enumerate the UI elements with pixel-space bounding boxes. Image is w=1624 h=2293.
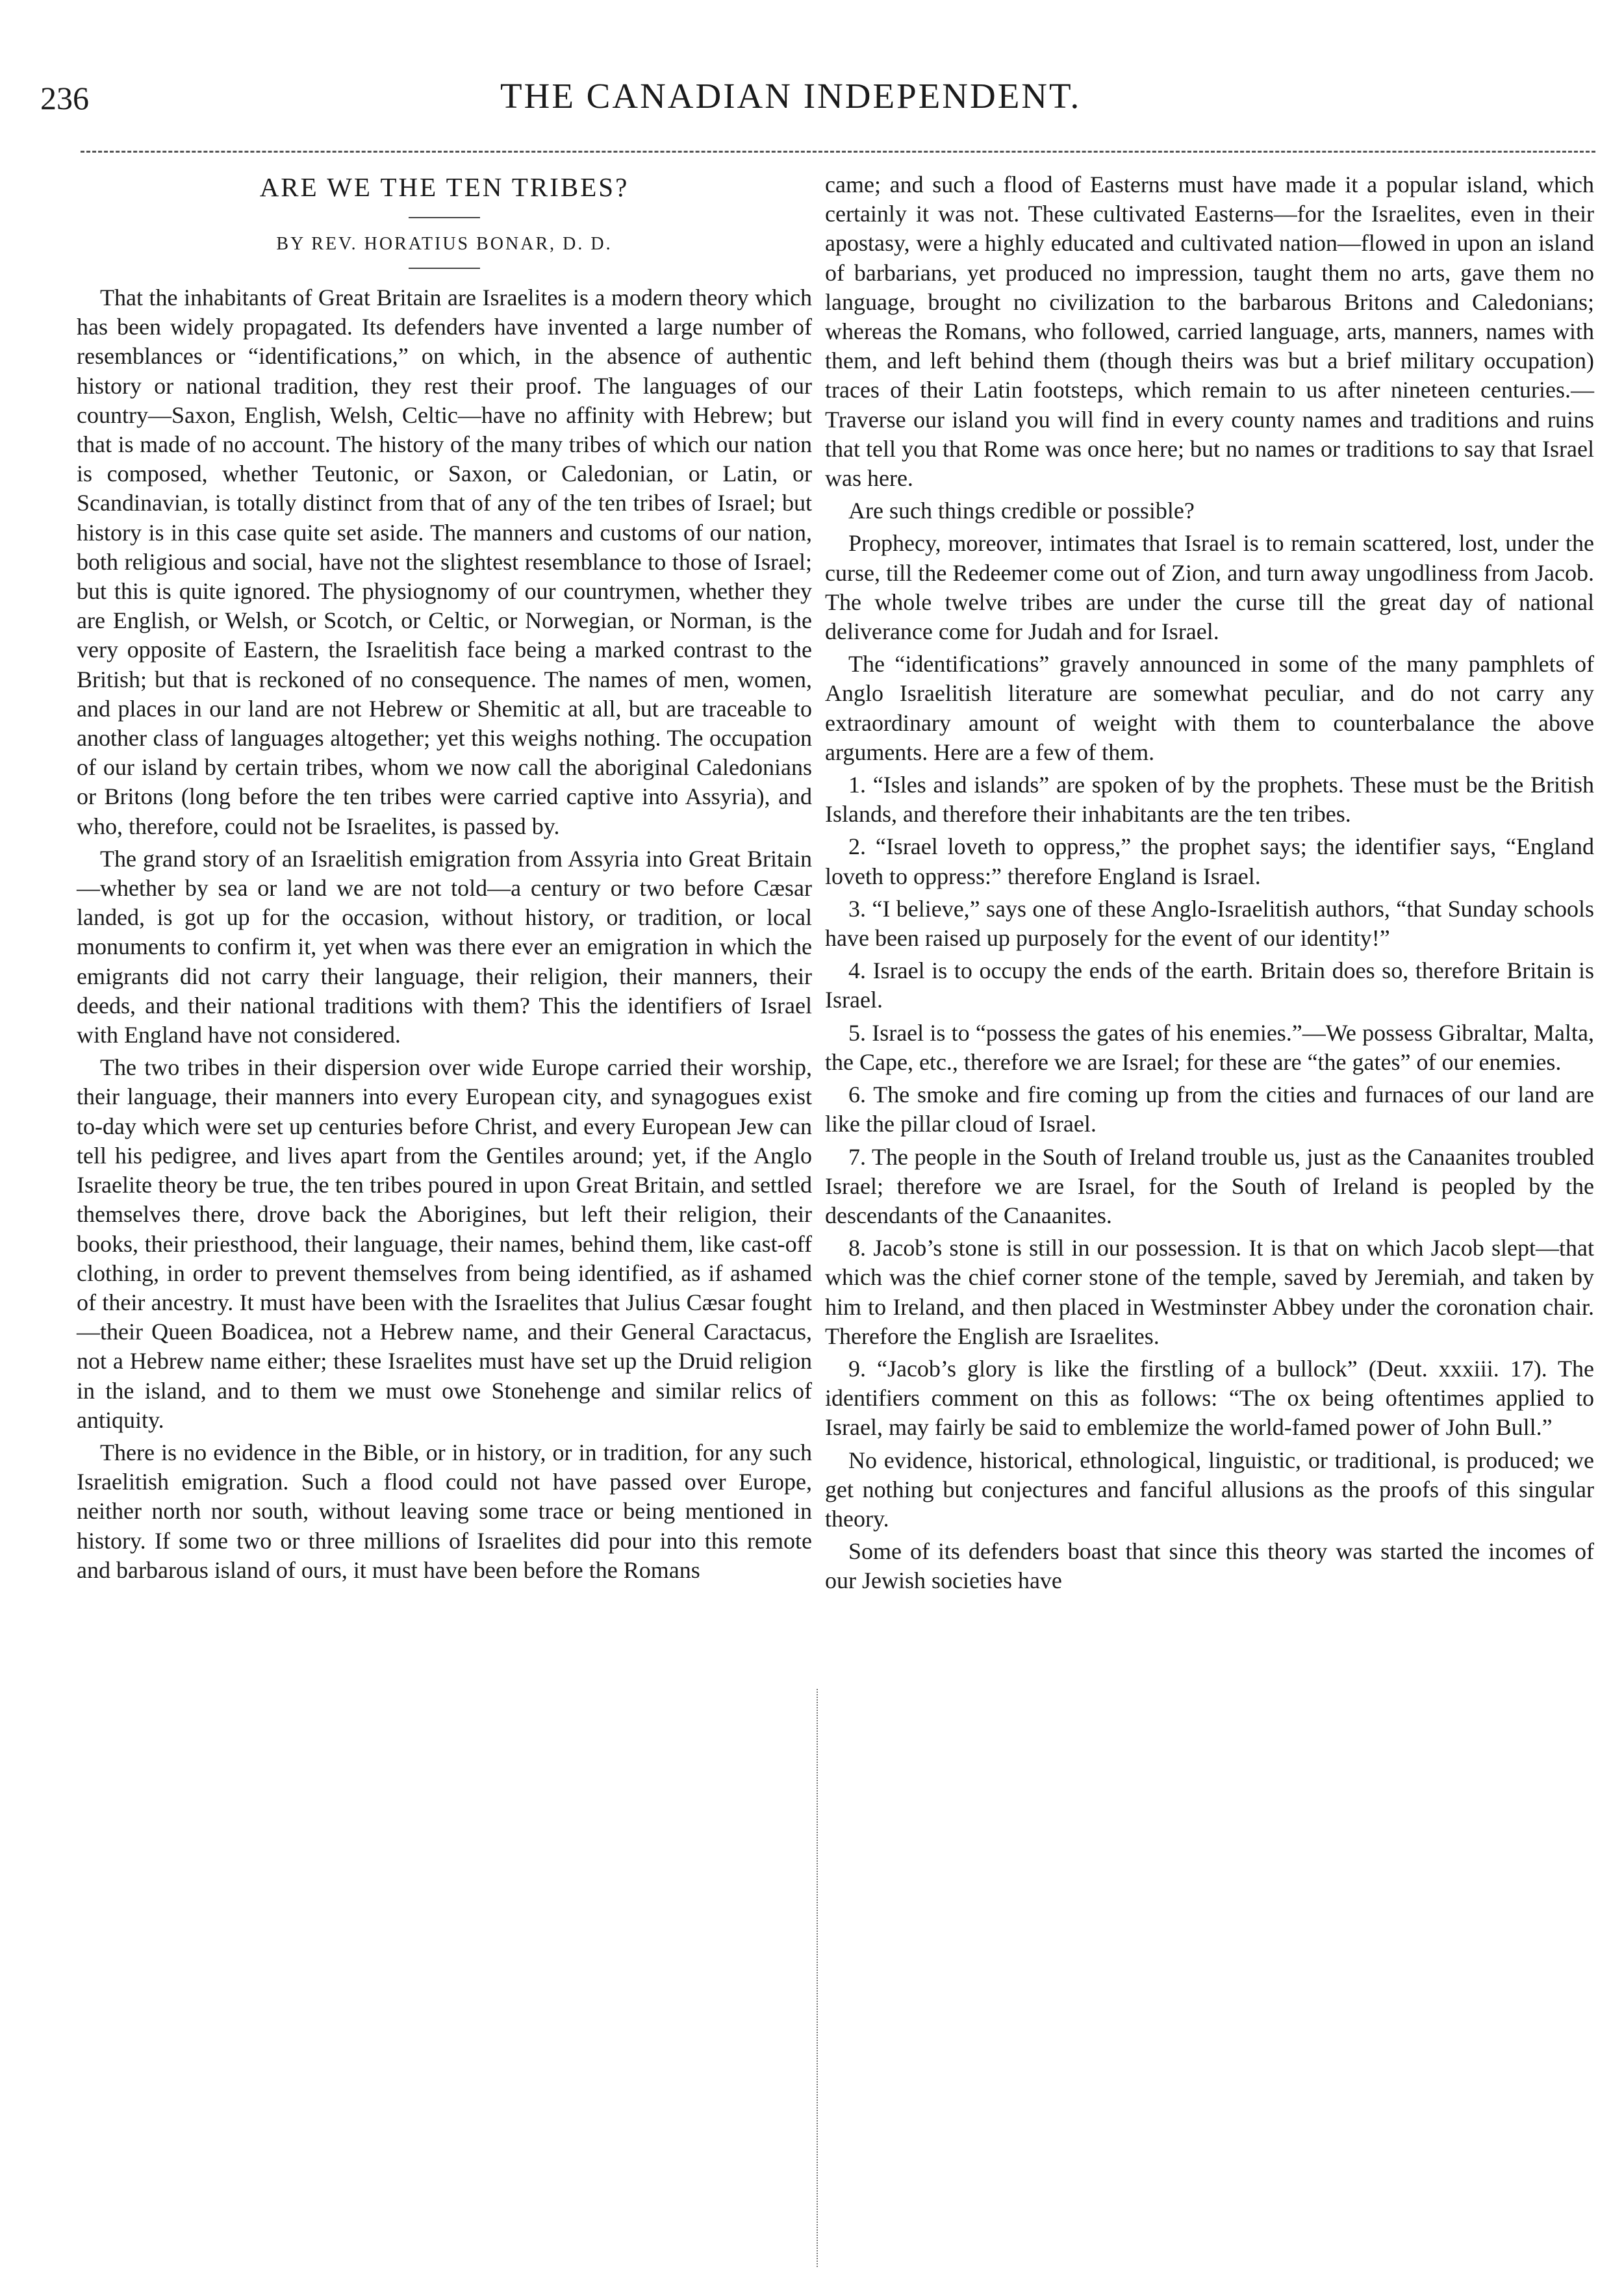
- article-byline: BY REV. HORATIUS BONAR, D. D.: [276, 234, 613, 254]
- list-item: 4. Israel is to occupy the ends of the earth. Britain does so, therefore Britain is Israel.: [825, 957, 1594, 1013]
- byline-rule: [409, 268, 480, 269]
- list-item: 2. “Israel loveth to oppress,” the prophet says; the identifier says, “England loveth to oppress:” therefore England is Israel.: [825, 833, 1594, 889]
- paragraph: The two tribes in their dispersion over wide Europe carried their worship, their language, their manners into every European city, and synagogues exist to-day which were set up centuries before Christ, and every European Jew can tell his pedigree, and lives apart from the Gentiles around; yet, if the Anglo Israelite theory be true, the ten tribes poured in upon Great Britain, and settled themselves there, drove back the Aborigines, but left their religion, their books, their priesthood, their language, their names, behind them, like cast-off clothing, in order to prevent themselves from being identified, as if ashamed of their ancestry. It must have been with the Israelites that Julius Cæsar fought—their Queen Boadicea, not a Hebrew name, and their General Caractacus, not a Hebrew name either; these Israelites must have set up the Druid religion in the island, and to them we must owe Stonehenge and similar relics of antiquity.: [77, 1054, 812, 1433]
- left-column: [77, 170, 812, 1588]
- list-item: 8. Jacob’s stone is still in our possession. It is that on which Jacob slept—that which was the chief corner stone of the temple, saved by Jeremiah, and taken by him to Ireland, and then placed in Westminster Abbey under the coronation chair. Therefore the English are Israelites.: [825, 1235, 1594, 1349]
- article-title: ARE WE THE TEN TRIBES?: [259, 172, 629, 202]
- list-item: 3. “I believe,” says one of these Anglo-Israelitish authors, “that Sunday schools have been raised up purposely for the event of our identity!”: [825, 895, 1594, 952]
- list-item: 9. “Jacob’s glory is like the firstling of a bullock” (Deut. xxxiii. 17). The identifiers comment on this as follows: “The ox being oftentimes applied to Israel, may fairly be said to emblemize the world-famed power of John Bull.”: [825, 1355, 1594, 1441]
- paragraph: That the inhabitants of Great Britain are Israelites is a modern theory which has been widely propagated. Its defenders have invented a large number of resemblances or “identifications,” on which, in the absence of authentic history or national tradition, they rest their proof. The languages of our country—Saxon, English, Welsh, Celtic—have no affinity with Hebrew; but that is made of no account. The history of the many tribes of which our nation is composed, whether Teutonic, or Saxon, or Caledonian, or Latin, or Scandinavian, is totally distinct from that of any of the ten tribes of Israel; but history is in this case quite set aside. The manners and customs of our nation, both religious and social, have not the slightest resemblance to those of Israel; but this is quite ignored. The physiognomy of our countrymen, whether they are English, or Welsh, or Scotch, or Celtic, or Norwegian, or Norman, is the very opposite of Eastern, the Israelitish face being a marked contrast to the British; but that is reckoned of no consequence. The names of men, women, and places in our land are not Hebrew or Shemitic at all, but are traceable to another class of languages altogether; yet this weighs nothing. The occupation of our island by certain tribes, whom we now call the aboriginal Caledonians or Britons (long before the ten tribes were carried captive into Assyria), and who, therefore, could not be Israelites, is passed by.: [77, 285, 812, 839]
- list-item: 7. The people in the South of Ireland trouble us, just as the Canaanites troubled Israel; therefore we are Israel, for the South of Ireland is peopled by the descendants of the Canaanites.: [825, 1143, 1594, 1228]
- title-rule: [409, 217, 480, 218]
- paragraph: Some of its defenders boast that since this theory was started the incomes of our Jewish societies have: [825, 1538, 1594, 1594]
- page-number: 236: [40, 80, 89, 116]
- header-rule: [81, 151, 1595, 153]
- list-item: 1. “Isles and islands” are spoken of by the prophets. These must be the British Islands, and therefore their inhabitants are the ten tribes.: [825, 772, 1594, 828]
- paragraph: There is no evidence in the Bible, or in history, or in tradition, for any such Israelitish emigration. Such a flood could not have passed over Europe, neither north nor south, without leaving some trace or being mentioned in history. If some two or three millions of Israelites did pour into this remote and barbarous island of ours, it must have been before the Romans: [77, 1439, 812, 1583]
- paragraph: Prophecy, moreover, intimates that Israel is to remain scattered, lost, under the curse, till the Redeemer come out of Zion, and turn away ungodliness from Jacob. The whole twelve tribes are under the curse till the great day of national deliverance come for Judah and for Israel.: [825, 530, 1594, 645]
- paragraph: The grand story of an Israelitish emigration from Assyria into Great Britain—whether by sea or land we are not told—a century or two before Cæsar landed, is got up for the occasion, without history, or tradition, or local monuments to confirm it, yet when was there ever an emigration in which the emigrants did not carry their language, their religion, their manners, their deeds, and their national traditions with them? This the identifiers of Israel with England have not considered.: [77, 845, 812, 1048]
- paragraph: Are such things credible or possible?: [848, 498, 1195, 524]
- list-item: 5. Israel is to “possess the gates of his enemies.”—We possess Gibraltar, Malta, the Cape, etc., therefore we are Israel; for these are “the gates” of our enemies.: [825, 1019, 1594, 1075]
- paragraph: No evidence, historical, ethnological, linguistic, or traditional, is produced; we get nothing but conjectures and fanciful allusions as the proofs of this singular theory.: [825, 1447, 1594, 1532]
- paragraph: The “identifications” gravely announced in some of the many pamphlets of Anglo Israelitish literature are somewhat peculiar, and do not carry any extraordinary amount of weight with them to counterbalance the above arguments. Here are a few of them.: [825, 651, 1594, 765]
- paragraph: came; and such a flood of Easterns must have made it a popular island, which certainly it was not. These cultivated Easterns—for the Israelites, even in their apostasy, were a highly educated and cultivated nation—flowed in upon an island of barbarians, yet produced no impression, taught them no arts, gave them no language, brought no civilization to the barbarous Britons and Caledonians; whereas the Romans, who followed, carried language, arts, manners, names with them, and left behind them (though theirs was but a brief military occupation) traces of their Latin footsteps, which remain to us after nineteen centuries.—Traverse our island you will find in every county names and traditions and ruins that tell you that Rome was once here; but no names or traditions to say that Israel was here.: [825, 171, 1594, 492]
- running-title: THE CANADIAN INDEPENDENT.: [500, 76, 1082, 116]
- column-divider: [817, 1689, 818, 2267]
- list-item: 6. The smoke and fire coming up from the cities and furnaces of our land are like the pillar cloud of Israel.: [825, 1082, 1594, 1137]
- right-column: [825, 170, 1594, 1599]
